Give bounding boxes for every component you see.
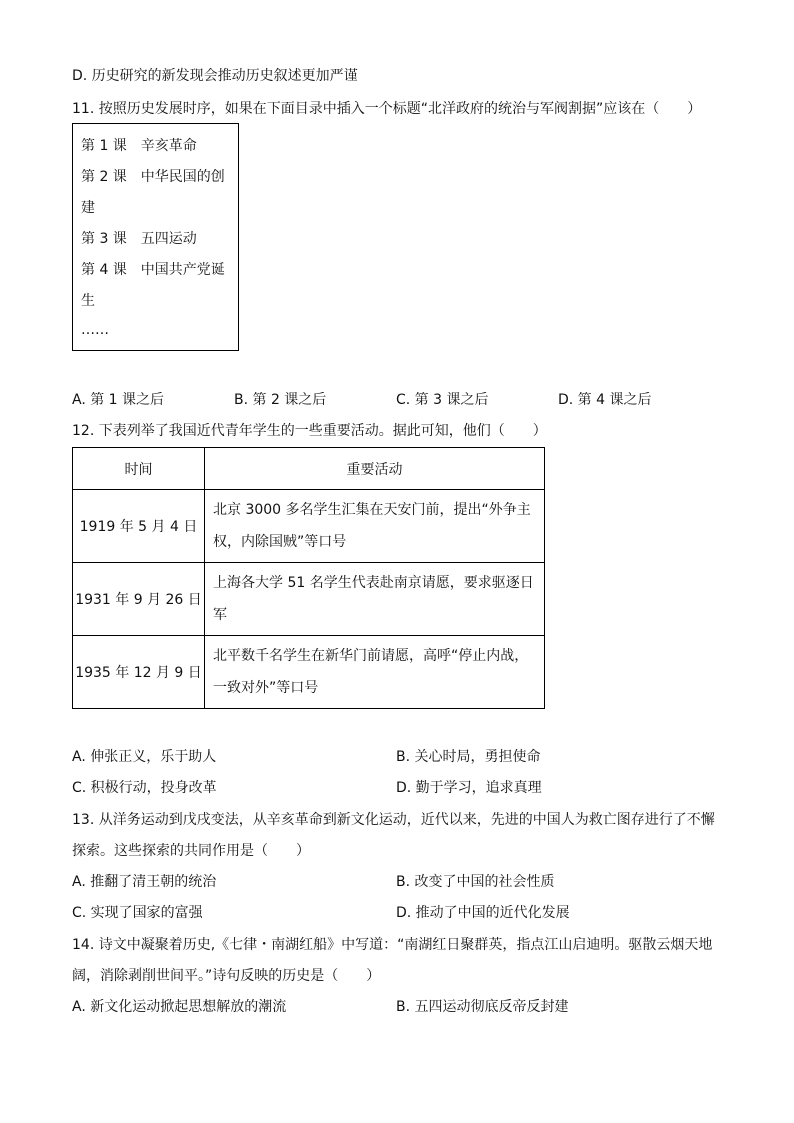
toc-line: …… — [81, 322, 109, 338]
row-date: 1935 年 12 月 9 日 — [73, 636, 205, 709]
row-date: 1919 年 5 月 4 日 — [73, 490, 205, 563]
q11-option-c: C. 第 3 课之后 — [396, 392, 489, 408]
q13-option-a: A. 推翻了清王朝的统治 — [72, 874, 217, 890]
table-header-row — [73, 448, 545, 490]
q12-stem: 12. 下表列举了我国近代青年学生的一些重要活动。据此可知，他们（ ） — [72, 423, 547, 439]
toc-line: 第 3 课 五四运动 — [81, 231, 197, 247]
row-activity — [205, 636, 545, 709]
q11-stem: 11. 按照历史发展时序，如果在下面目录中插入一个标题“北洋政府的统治与军阀割据”应该在（ ） — [72, 101, 702, 117]
q13-option-d: D. 推动了中国的近代化发展 — [396, 905, 570, 921]
header-time: 时间 — [73, 448, 205, 490]
q14-option-b: B. 五四运动彻底反帝反封建 — [396, 999, 569, 1015]
table-row — [73, 636, 545, 709]
row-activity — [205, 490, 545, 563]
q13-stem-line1: 13. 从洋务运动到戊戌变法，从辛亥革命到新文化运动，近代以来，先进的中国人为救亡图存进行了不懈 — [72, 812, 715, 828]
header-activity: 重要活动 — [205, 448, 545, 490]
table-row — [73, 490, 545, 563]
toc-line: 第 1 课 辛亥革命 — [81, 138, 197, 154]
q13-option-b: B. 改变了中国的社会性质 — [396, 874, 555, 890]
q10-option-d: D. 历史研究的新发现会推动历史叙述更加严谨 — [72, 68, 358, 84]
q11-table-of-contents — [72, 123, 239, 351]
q12-option-d: D. 勤于学习，追求真理 — [396, 780, 542, 796]
q12-option-a: A. 伸张正义，乐于助人 — [72, 749, 217, 765]
activity-line: 权，内除国贼”等口号 — [213, 534, 347, 550]
toc-line: 建 — [81, 200, 95, 216]
q11-option-b: B. 第 2 课之后 — [234, 392, 327, 408]
q12-option-b: B. 关心时局，勇担使命 — [396, 749, 541, 765]
q12-option-c: C. 积极行动，投身改革 — [72, 780, 217, 796]
activity-line: 北平数千名学生在新华门前请愿，高呼“停止内战， — [213, 648, 529, 664]
toc-line: 生 — [81, 293, 95, 309]
q13-stem-line2: 探索。这些探索的共同作用是（ ） — [72, 843, 310, 859]
row-activity — [205, 563, 545, 636]
q14-option-a: A. 新文化运动掀起思想解放的潮流 — [72, 999, 287, 1015]
activity-line: 上海各大学 51 名学生代表赴南京请愿，要求驱逐日 — [213, 575, 534, 591]
row-date: 1931 年 9 月 26 日 — [73, 563, 205, 636]
table-row — [73, 563, 545, 636]
q12-events-table — [72, 447, 545, 709]
activity-line: 北京 3000 多名学生汇集在天安门前，提出“外争主 — [213, 502, 531, 518]
activity-line: 一致对外”等口号 — [213, 680, 319, 696]
q13-option-c: C. 实现了国家的富强 — [72, 905, 203, 921]
toc-line: 第 4 课 中国共产党诞 — [81, 262, 225, 278]
q11-option-d: D. 第 4 课之后 — [558, 392, 652, 408]
q14-stem-line2: 阔，消除剥削世间平。”诗句反映的历史是（ ） — [72, 968, 381, 984]
q11-option-a: A. 第 1 课之后 — [72, 392, 165, 408]
toc-line: 第 2 课 中华民国的创 — [81, 169, 225, 185]
q14-stem-line1: 14. 诗文中凝聚着历史,《七律・南湖红船》中写道：“南湖红日聚群英，指点江山启迪明。驱散云烟天地 — [72, 937, 713, 953]
activity-line: 军 — [213, 607, 227, 623]
